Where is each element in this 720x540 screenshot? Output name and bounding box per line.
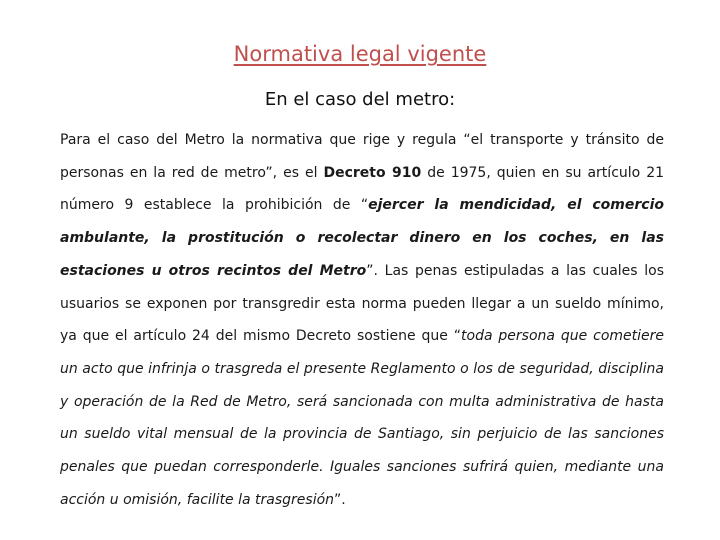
- text-run-penalties: ”. Las penas estipuladas a las cuales los usuarios se exponen por transgredir esta norma pueden llegar a un sueldo mínimo, ya que el artículo 24 del mismo Decreto sostiene que “: [60, 262, 665, 345]
- text-run-closing: ”.: [334, 491, 346, 508]
- slide-subtitle: En el caso del metro:: [264, 89, 456, 110]
- quote-prohibition: ejercer la mendicidad, el comercio ambulante, la prostitución o recolectar dinero en los coches, en las estaciones u otros recintos del Metro: [60, 197, 665, 279]
- body-paragraph: [60, 124, 664, 516]
- decree-reference: Decreto 910: [323, 164, 422, 181]
- slide-title: Normativa legal vigente: [233, 42, 487, 66]
- text-run-article: de 1975, quien en su artículo 21 número 9 establece la prohibición de “: [60, 164, 665, 214]
- text-run-intro: Para el caso del Metro la normativa que rige y regula “el transporte y tránsito de personas en la red de metro”, es el: [60, 132, 664, 181]
- quote-article-24: toda persona que cometiere un acto que infrinja o trasgreda el presente Reglamento o los de seguridad, disciplina y operación de la Red de Metro, será sancionada con multa administrativa de hasta un sueldo vital mensual de la provincia de Santiago, sin perjuicio de las sanciones penales que puedan corresponderle. Iguales sanciones sufrirá quien, mediante una acción u omisión, facilite la trasgresión: [60, 328, 665, 508]
